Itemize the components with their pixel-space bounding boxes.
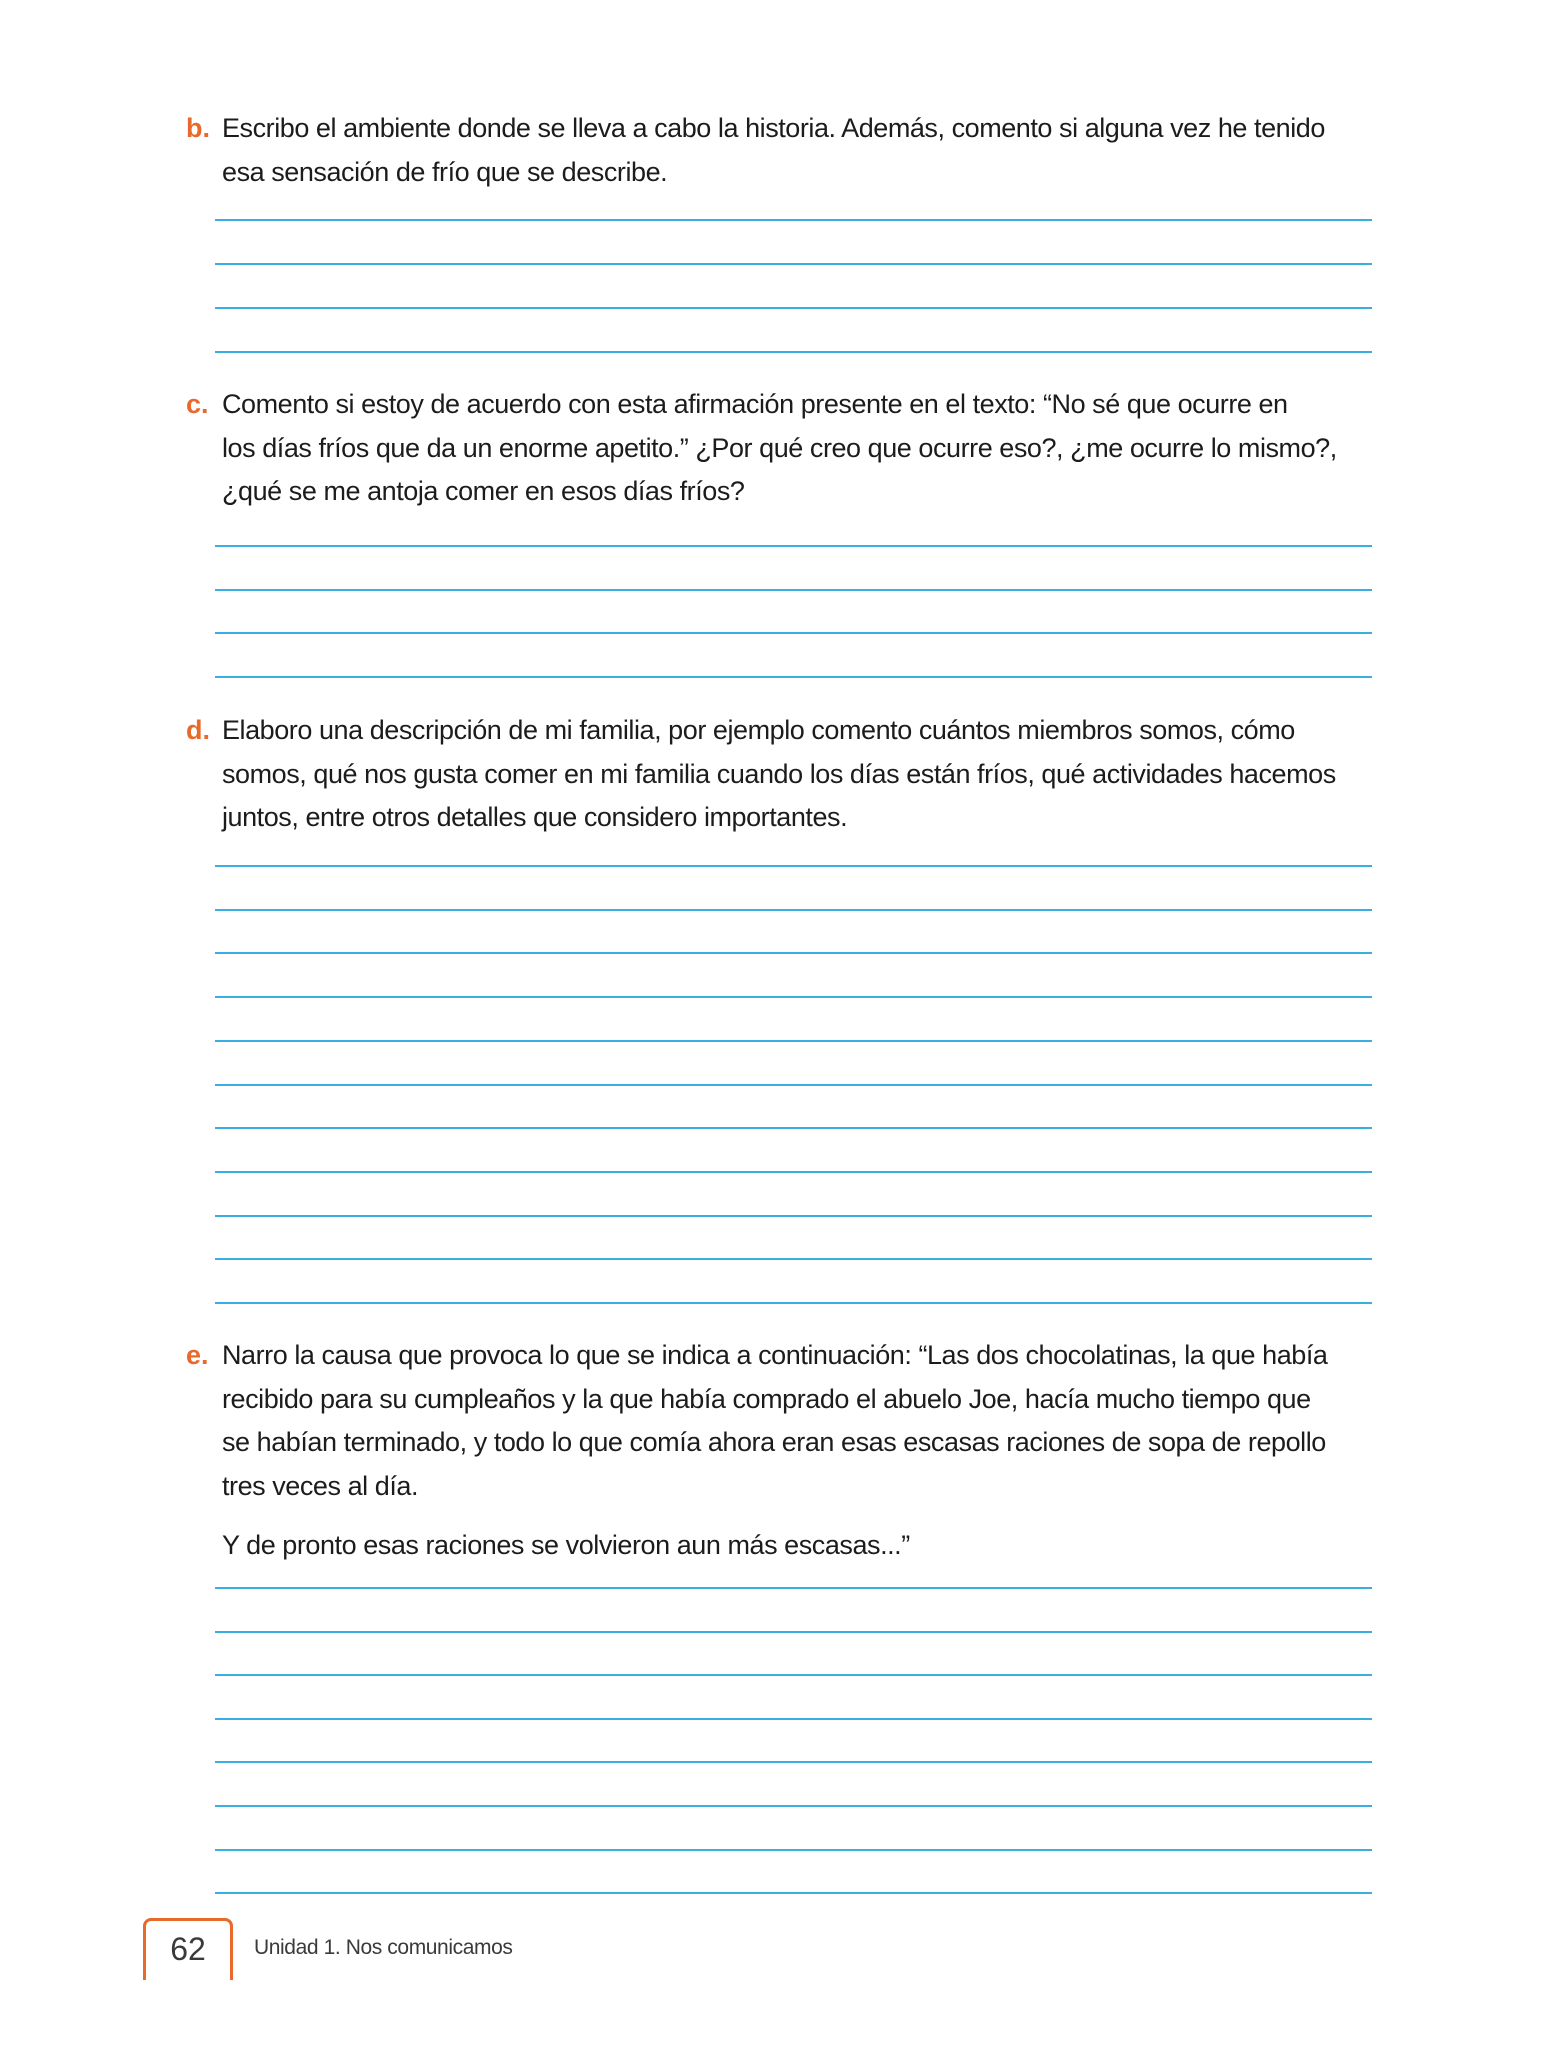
question-text-line: recibido para su cumpleaños y la que había comprado el abuelo Joe, hacía mucho tiempo que	[222, 1383, 1311, 1414]
answer-line[interactable]	[215, 307, 1372, 309]
answer-line[interactable]	[215, 1084, 1372, 1086]
question-letter: c.	[186, 389, 209, 419]
question-text-line: somos, qué nos gusta comer en mi familia cuando los días están fríos, qué actividades hacemos	[222, 758, 1336, 789]
page-number: 62	[170, 1931, 206, 1967]
question-letter: d.	[186, 715, 210, 745]
answer-line[interactable]	[215, 1258, 1372, 1260]
question-text-line: juntos, entre otros detalles que considero importantes.	[222, 802, 848, 832]
question-text-line: los días fríos que da un enorme apetito.” ¿Por qué creo que ocurre eso?, ¿me ocurre lo mismo?,	[222, 432, 1337, 463]
question-text-line: esa sensación de frío que se describe.	[222, 156, 668, 187]
question-text-line: Comento si estoy de acuerdo con esta afirmación presente en el texto: “No sé que ocurre en	[222, 389, 1288, 419]
answer-line[interactable]	[215, 1587, 1372, 1589]
answer-line[interactable]	[215, 263, 1372, 265]
answer-line[interactable]	[215, 1215, 1372, 1217]
answer-line[interactable]	[215, 545, 1372, 547]
answer-line[interactable]	[215, 865, 1372, 867]
answer-line[interactable]	[215, 351, 1372, 353]
question-text-line: se habían terminado, y todo lo que comía ahora eran esas escasas raciones de sopa de repollo	[222, 1427, 1326, 1457]
question-text-line: ¿qué se me antoja comer en esos días fríos?	[222, 476, 745, 506]
answer-line[interactable]	[215, 1849, 1372, 1851]
question-text-line: tres veces al día.	[222, 1470, 418, 1501]
question-text-line: Elaboro una descripción de mi familia, por ejemplo comento cuántos miembros somos, cómo	[222, 715, 1295, 745]
answer-line[interactable]	[215, 1761, 1372, 1763]
answer-line[interactable]	[215, 1127, 1372, 1129]
question-text-line: Narro la causa que provoca lo que se indica a continuación: “Las dos chocolatinas, la que había	[222, 1340, 1328, 1370]
page-number-box	[143, 1918, 233, 1980]
answer-line[interactable]	[215, 1718, 1372, 1720]
answer-line[interactable]	[215, 1892, 1372, 1894]
question-second-paragraph: Y de pronto esas raciones se volvieron aun más escasas...”	[222, 1530, 910, 1560]
question-letter: e.	[186, 1340, 209, 1370]
answer-line[interactable]	[215, 1171, 1372, 1173]
answer-line[interactable]	[215, 1040, 1372, 1042]
answer-line[interactable]	[215, 1631, 1372, 1633]
answer-line[interactable]	[215, 909, 1372, 911]
answer-line[interactable]	[215, 1302, 1372, 1304]
unit-title: Unidad 1. Nos comunicamos	[254, 1936, 513, 1959]
answer-line[interactable]	[215, 676, 1372, 678]
question-text-line: Escribo el ambiente donde se lleva a cabo la historia. Además, comento si alguna vez he tenido	[222, 113, 1325, 143]
question-letter: b.	[186, 113, 210, 143]
answer-line[interactable]	[215, 1674, 1372, 1676]
answer-line[interactable]	[215, 219, 1372, 221]
answer-line[interactable]	[215, 632, 1372, 634]
answer-line[interactable]	[215, 952, 1372, 954]
answer-line[interactable]	[215, 1805, 1372, 1807]
answer-line[interactable]	[215, 589, 1372, 591]
answer-line[interactable]	[215, 996, 1372, 998]
